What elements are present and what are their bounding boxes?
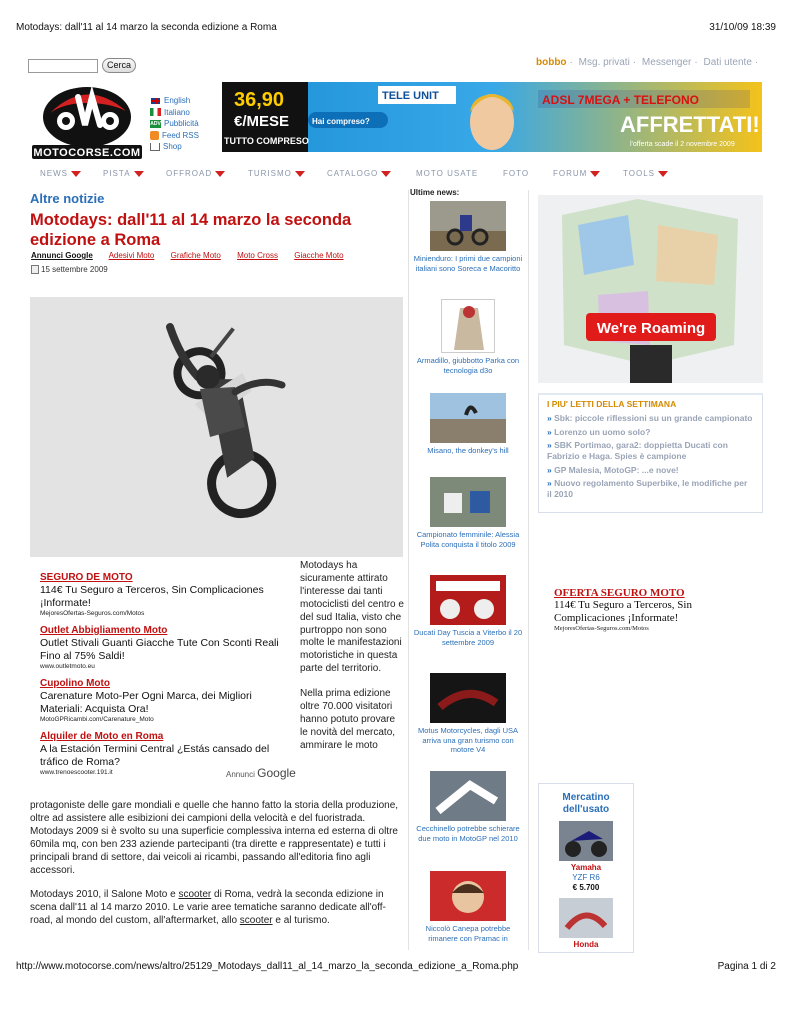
nav-pista[interactable]: PISTA <box>103 169 144 178</box>
publish-date: 15 settembre 2009 <box>31 265 108 274</box>
nav-foto[interactable]: FOTO <box>503 169 530 178</box>
banner-bubble: Hai compreso? <box>312 117 370 126</box>
print-page-number: Pagina 1 di 2 <box>717 961 776 972</box>
banner-headline: AFFRETTATI! <box>620 112 760 137</box>
article-paragraph: Motodays 2010, il Salone Moto e scooter di Roma, vedrà la seconda edizione in scena dall'11 al 14 marzo 2010. Le varie aree tematiche saranno dedicate all'off-road, al mondo del custom, all'aftermarket, allo scooter e al turismo. <box>30 889 386 927</box>
lang-italian[interactable]: Italiano <box>150 107 220 119</box>
nav-messages[interactable]: Msg. privati <box>578 57 630 68</box>
news-thumbnail[interactable] <box>430 575 506 625</box>
uk-flag-icon <box>150 97 161 105</box>
news-thumbnail[interactable] <box>441 299 495 353</box>
document-icon <box>31 265 39 274</box>
most-read-item[interactable]: » Sbk: piccole riflessioni su un grande campionato <box>547 413 753 423</box>
print-url: http://www.motocorse.com/news/altro/25129_Motodays_dall11_al_14_marzo_la_seconda_edizione_a_Roma.php <box>16 961 519 972</box>
main-nav <box>40 169 700 181</box>
most-read-item[interactable]: » SBK Portimao, gara2: doppietta Ducati con Fabrizio e Haga. Spies è campione <box>547 440 728 461</box>
right-text-ad[interactable]: OFERTA SEGURO MOTO 114€ Tu Seguro a Terceros, Sin Complicaciones ¡Informate! MejoresOfertas-Seguros.com/Motos <box>554 587 692 632</box>
market-price: € 5.700 <box>572 883 600 892</box>
column-divider <box>408 190 409 950</box>
nav-catalogo[interactable]: CATALOGO <box>327 169 391 178</box>
most-read-item[interactable]: » GP Malesia, MotoGP: ...e nove! <box>547 464 679 475</box>
adsense-logo[interactable]: Annunci Google <box>226 766 296 780</box>
news-item[interactable]: Motus Motorcycles, dagli USA arriva una gran turismo con motore V4 <box>410 673 526 755</box>
roaming-ad-text: We're Roaming <box>596 320 706 337</box>
tag-link[interactable]: Moto Cross <box>237 251 278 260</box>
dropdown-arrow-icon <box>295 171 305 177</box>
market-thumbnail[interactable] <box>559 821 613 861</box>
search-button[interactable]: Cerca <box>102 58 136 73</box>
print-datetime: 31/10/09 18:39 <box>709 22 776 33</box>
dropdown-arrow-icon <box>381 171 391 177</box>
lang-english[interactable]: English <box>150 95 220 107</box>
banner-promo: ADSL 7MEGA + TELEFONO <box>542 93 700 107</box>
rss-link[interactable]: Feed RSS <box>150 130 220 142</box>
article-photo <box>30 297 403 557</box>
nav-news[interactable]: NEWS <box>40 169 81 178</box>
ad-block[interactable]: Outlet Abbigliamento Moto Outlet Stivali Guanti Giacche Tute Con Sconti Reali Fino al 75% Saldi! www.outletmoto.eu <box>40 625 279 670</box>
cart-icon <box>150 143 160 151</box>
news-thumbnail[interactable] <box>430 771 506 821</box>
article-paragraph: protagoniste delle gare mondiali e quelle che hanno fatto la storia della produzione, oltre ad assistere alle esibizioni dei campioni della velocità e del fuoristrada. Motodays 2009 si è svolto su una superficie complessiva interna ed esterna di oltre 60mila mq, con ben 233 aziende partecipanti (tra dirette e rappresentate) e tutti i principali brand di settore, dai veicoli ai ricambi, passando all'editoria fino agli accessori. <box>30 800 399 876</box>
print-header <box>16 22 776 33</box>
news-item[interactable]: Cecchinello potrebbe schierare due moto in MotoGP nel 2010 <box>410 771 526 843</box>
tag-link[interactable]: Adesivi Moto <box>108 251 155 260</box>
google-tag-row <box>31 251 358 260</box>
news-thumbnail[interactable] <box>430 477 506 527</box>
nav-user-data[interactable]: Dati utente <box>703 57 752 68</box>
ad-block[interactable]: Alquiler de Moto en Roma A la Estación Termini Central ¿Estás cansado del tráfico de Roma? www.trenoescooter.191.it <box>40 731 270 776</box>
dropdown-arrow-icon <box>658 171 668 177</box>
google-ads <box>40 571 290 783</box>
article-paragraph: Nella prima edizione oltre 70.000 visitatori hanno potuto provare le novità del mercato, ammirare le moto <box>300 688 396 751</box>
news-item[interactable]: Minienduro: I primi due campioni italiani sono Soreca e Macoritto <box>410 201 526 273</box>
market-thumbnail[interactable] <box>559 898 613 938</box>
article-title: Motodays: dall'11 al 14 marzo la seconda edizione a Roma <box>30 211 352 249</box>
most-read-item[interactable]: » Lorenzo un uomo solo? <box>547 426 651 437</box>
nav-forum[interactable]: FORUM <box>553 169 600 178</box>
news-item[interactable]: Campionato femminile: Alessia Polita conquista il titolo 2009 <box>410 477 526 549</box>
article-body <box>30 800 404 940</box>
most-read-box <box>538 393 763 513</box>
nav-moto-usate[interactable]: MOTO USATE <box>416 169 479 178</box>
dropdown-arrow-icon <box>215 171 225 177</box>
shop-link[interactable]: Shop <box>150 141 220 153</box>
banner-price: 36,90 <box>234 89 285 111</box>
nav-turismo[interactable]: TURISMO <box>248 169 305 178</box>
scooter-link[interactable]: scooter <box>178 889 212 901</box>
article-body-side <box>300 560 404 765</box>
nav-offroad[interactable]: OFFROAD <box>166 169 225 178</box>
banner-ad[interactable] <box>222 82 762 152</box>
news-item[interactable]: Armadillo, giubbotto Parka con tecnologia d3o <box>410 299 526 375</box>
latest-news <box>410 188 526 961</box>
news-thumbnail[interactable] <box>430 673 506 723</box>
most-read-item[interactable]: » Nuovo regolamento Superbike, le modifiche per il 2010 <box>547 478 748 499</box>
user-nav: bobbo · Msg. privati · Messenger · Dati utente · <box>536 57 759 68</box>
news-item[interactable]: Ducati Day Tuscia a Viterbo il 20 settembre 2009 <box>410 575 526 647</box>
dropdown-arrow-icon <box>590 171 600 177</box>
column-divider <box>528 190 529 950</box>
dropdown-arrow-icon <box>71 171 81 177</box>
tag-link[interactable]: Grafiche Moto <box>170 251 221 260</box>
used-market-box <box>538 783 634 953</box>
roaming-ad[interactable] <box>538 195 763 383</box>
scooter-link[interactable]: scooter <box>239 915 273 927</box>
tag-link[interactable]: Giacche Moto <box>294 251 344 260</box>
latest-news-label: Ultime news: <box>410 188 460 197</box>
market-make[interactable]: Yamaha <box>570 863 602 872</box>
print-title: Motodays: dall'11 al 14 marzo la seconda edizione a Roma <box>16 22 277 33</box>
news-thumbnail[interactable] <box>430 393 506 443</box>
news-thumbnail[interactable] <box>430 871 506 921</box>
advertising-link[interactable]: ADV Pubblicità <box>150 119 199 128</box>
adv-icon: ADV <box>150 120 161 127</box>
market-make[interactable]: Honda <box>573 940 599 949</box>
section-label[interactable]: Altre notizie <box>30 191 105 206</box>
banner-badge: TUTTO COMPRESO <box>224 136 309 146</box>
google-ads-label[interactable]: Annunci Google <box>31 251 93 260</box>
news-item[interactable]: Misano, the donkey's hill <box>410 393 526 456</box>
ad-block[interactable]: SEGURO DE MOTO 114€ Tu Seguro a Terceros, Sin Complicaciones ¡Informate! MejoresOfertas-Seguros.com/Motos <box>40 572 264 617</box>
article-paragraph: Motodays ha sicuramente attirato l'interesse dai tanti motociclisti del centro e del sud Italia, visto che purtroppo non sono molte le manifestazioni motoristiche in questa parte del territorio. <box>300 560 404 675</box>
banner-brand: TELE UNIT <box>382 90 439 102</box>
nav-messenger[interactable]: Messenger <box>641 57 692 68</box>
banner-currency: €/MESE <box>234 113 290 130</box>
italy-flag-icon <box>150 108 161 116</box>
site-logo[interactable] <box>30 83 144 163</box>
print-footer <box>16 961 776 972</box>
market-title[interactable]: Mercatino dell'usato <box>562 792 610 815</box>
logo-text: MOTOCORSE.COM <box>33 147 141 159</box>
news-thumbnail[interactable] <box>430 201 506 251</box>
dropdown-arrow-icon <box>134 171 144 177</box>
search-input[interactable] <box>28 59 98 73</box>
most-read-title: I PIU' LETTI DELLA SETTIMANA <box>547 399 677 409</box>
banner-deadline: l'offerta scade il 2 novembre 2009 <box>630 141 735 148</box>
nav-tools[interactable]: TOOLS <box>623 169 668 178</box>
news-item[interactable]: Niccolò Canepa potrebbe rimanere con Pramac in <box>410 871 526 943</box>
ad-block[interactable]: Cupolino Moto Carenature Moto-Per Ogni Marca, dei Migliori Materiali: Acquista Ora! MotoGPRicambi.com/Carenature_Moto <box>40 678 252 723</box>
market-model[interactable]: YZF R6 <box>572 873 600 882</box>
user-link[interactable]: bobbo <box>536 57 567 68</box>
rss-icon <box>150 131 159 140</box>
language-links <box>150 95 220 153</box>
